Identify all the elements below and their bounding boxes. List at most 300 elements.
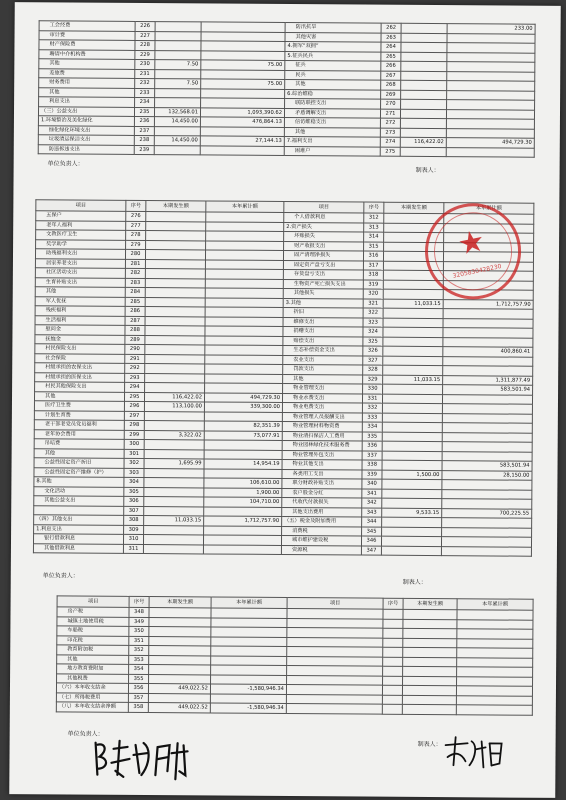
s3-right-cell xyxy=(403,628,457,638)
s1-right-cell xyxy=(400,128,446,138)
s1-left-cell: 7.50 xyxy=(155,60,201,70)
s3-left-cell xyxy=(211,627,287,637)
s2-left-cell: 299 xyxy=(124,430,144,440)
s2-left-cell: 286 xyxy=(125,306,145,316)
s2-right-cell xyxy=(383,318,443,328)
s3-right-cell xyxy=(457,610,533,620)
s2-right-cell xyxy=(383,337,443,347)
s1-left-cell xyxy=(200,126,284,136)
s2-left-cell: 村级承担的医保支出 xyxy=(35,372,125,382)
s2-left-cell: 494,729.30 xyxy=(204,392,282,402)
s3-right-cell xyxy=(403,666,457,676)
s1-right-cell: 263 xyxy=(381,33,401,43)
s2-right-cell xyxy=(441,546,531,556)
s3-right-cell xyxy=(457,629,533,639)
col-header-cumulative: 本年累计额 xyxy=(206,201,284,213)
s2-right-cell: 316 xyxy=(363,251,383,261)
s1-left-cell: 垃圾清运保洁支出 xyxy=(38,135,134,145)
s2-left-cell xyxy=(205,307,283,317)
s3-right-cell xyxy=(456,686,532,696)
s2-left-cell xyxy=(205,383,283,393)
s3-left-cell: 356 xyxy=(128,683,148,693)
s1-left-cell: 237 xyxy=(134,126,154,136)
s1-left-cell xyxy=(200,145,284,155)
s1-left-cell xyxy=(155,88,201,98)
s3-right-cell xyxy=(456,695,532,705)
s1-right-cell: 275 xyxy=(380,147,400,157)
s2-left-cell xyxy=(205,373,283,383)
s2-right-cell xyxy=(382,403,442,413)
s3-left-cell: 印花税 xyxy=(57,635,129,645)
s2-left-cell: 277 xyxy=(126,221,146,231)
s1-left-cell xyxy=(155,41,201,51)
s2-left-cell xyxy=(144,449,204,459)
s1-left-cell: 239 xyxy=(134,145,154,155)
s3-left-cell: （六）本年收支结余 xyxy=(56,683,128,693)
tax-col-header-cumulative: 本年累计额 xyxy=(211,597,287,609)
s2-right-cell: 700,225.55 xyxy=(442,508,532,518)
leader-label-1: 单位负责人： xyxy=(47,160,84,168)
s3-left-cell xyxy=(148,693,210,703)
s3-right-cell xyxy=(402,685,456,695)
s2-right-cell: 326 xyxy=(363,346,383,356)
s3-right-cell xyxy=(383,666,403,676)
s1-right-cell xyxy=(447,90,535,100)
s2-right-cell: 农户股金分红 xyxy=(282,488,362,498)
s1-right-cell: 6.综治维稳 xyxy=(285,89,381,99)
s1-left-cell: 234 xyxy=(135,97,155,107)
s1-left-cell: 1,093,390.62 xyxy=(200,107,284,117)
s2-left-cell: 其他 xyxy=(34,391,124,401)
s1-left-cell: 476,864.13 xyxy=(200,117,284,127)
s3-right-cell xyxy=(383,657,403,667)
s2-right-cell: 物业管理人员报酬支出 xyxy=(282,412,362,422)
s2-left-cell: 1.利息支出 xyxy=(34,524,124,534)
s1-left-cell xyxy=(154,126,200,136)
s3-left-cell: 348 xyxy=(129,607,149,617)
s2-left-cell xyxy=(145,383,205,393)
s2-right-cell xyxy=(382,441,442,451)
table-row xyxy=(56,702,532,715)
s3-left-cell xyxy=(149,636,211,646)
s1-left-cell: 27,144.13 xyxy=(200,136,284,146)
s2-left-cell: 302 xyxy=(124,458,144,468)
s1-left-cell xyxy=(155,98,201,108)
s2-right-cell: 11,033.15 xyxy=(383,299,443,309)
s3-left-cell xyxy=(149,608,211,618)
s3-right-cell xyxy=(457,638,533,648)
s1-left-cell: 75.00 xyxy=(201,79,285,89)
s1-left-cell: 其他 xyxy=(39,59,135,69)
s1-left-cell: 工会经费 xyxy=(39,21,135,31)
s2-left-cell: 285 xyxy=(125,297,145,307)
s3-right-cell xyxy=(457,676,533,686)
s2-right-cell: 其他支出费用 xyxy=(282,507,362,517)
s2-right-cell xyxy=(383,289,443,299)
s1-left-cell xyxy=(155,69,201,79)
s2-left-cell: 304 xyxy=(124,477,144,487)
s2-left-cell xyxy=(205,297,283,307)
s2-left-cell xyxy=(205,345,283,355)
s2-left-cell xyxy=(145,288,205,298)
s2-right-cell: 财产收报支出 xyxy=(284,241,364,251)
s1-left-cell: 防违拆违支出 xyxy=(38,144,134,154)
s2-left-cell: 106,610.00 xyxy=(204,478,282,488)
s2-left-cell xyxy=(206,212,284,222)
s1-left-cell: 232 xyxy=(135,78,155,88)
s1-left-cell xyxy=(155,31,201,41)
tax-col-header-item: 项目 xyxy=(57,596,129,608)
s2-left-cell: 279 xyxy=(126,240,146,250)
s2-left-cell: 其他借款利息 xyxy=(33,543,123,553)
s2-left-cell: 1,712,757.90 xyxy=(204,516,282,526)
s2-right-cell xyxy=(383,308,443,318)
s1-right-cell: 其他 xyxy=(285,79,381,89)
s2-left-cell: 11,033.15 xyxy=(144,516,204,526)
s2-right-cell xyxy=(382,527,442,537)
s2-left-cell: 老年协会费用 xyxy=(34,429,124,439)
s2-left-cell: 309 xyxy=(124,525,144,535)
s2-right-cell xyxy=(382,498,442,508)
s3-left-cell: 城镇土地使用税 xyxy=(57,616,129,626)
col-header-seq: 序号 xyxy=(126,200,146,211)
s1-right-cell: 266 xyxy=(381,61,401,71)
s3-right-cell xyxy=(456,705,532,715)
s1-left-cell xyxy=(155,50,201,60)
s1-left-cell: 226 xyxy=(135,21,155,31)
s2-right-cell: （五）税金及附加费用 xyxy=(282,516,362,526)
s2-right-cell: 9,533.15 xyxy=(382,508,442,518)
s3-right-cell xyxy=(403,647,457,657)
s2-right-cell: 347 xyxy=(361,546,381,556)
s2-right-cell: 物业电费支出 xyxy=(282,402,362,412)
s2-left-cell: 297 xyxy=(124,411,144,421)
s2-right-cell: 物业管理外包支出 xyxy=(282,450,362,460)
s1-right-cell: 5.征兵民兵 xyxy=(285,51,381,61)
s2-right-cell xyxy=(382,517,442,527)
s1-right-cell xyxy=(447,81,535,91)
s2-left-cell: 3,322.02 xyxy=(144,430,204,440)
s1-right-cell: 困难户 xyxy=(284,146,380,156)
s2-left-cell: 其他公益支出 xyxy=(34,496,124,506)
s2-left-cell: 村级承担的农保支出 xyxy=(35,363,125,373)
tax-table xyxy=(56,595,534,715)
col-header-cumulative-right: 本年累计额 xyxy=(444,203,534,215)
s2-right-cell xyxy=(382,451,442,461)
s2-right-cell xyxy=(381,546,441,556)
s2-right-cell: 农业支出 xyxy=(283,355,363,365)
s1-right-cell: 270 xyxy=(381,99,401,109)
s2-left-cell: 291 xyxy=(125,354,145,364)
s1-left-cell: 财务费用 xyxy=(39,78,135,88)
s2-right-cell: 11,033.15 xyxy=(383,375,443,385)
s2-left-cell: 计划生育费 xyxy=(34,410,124,420)
s2-right-cell xyxy=(381,536,441,546)
s1-right-cell xyxy=(446,128,534,138)
s1-right-cell xyxy=(400,118,446,128)
s2-right-cell: 339 xyxy=(362,470,382,480)
s2-left-cell: 283 xyxy=(125,278,145,288)
s2-left-cell: 银行借款利息 xyxy=(33,534,123,544)
s2-right-cell xyxy=(383,365,443,375)
s2-right-cell: 罚款支出 xyxy=(283,364,363,374)
s2-right-cell: 其他 xyxy=(283,374,363,384)
s1-left-cell: 227 xyxy=(135,31,155,41)
s1-left-cell: 7.50 xyxy=(155,79,201,89)
s1-right-cell: 4.拥军“双拥” xyxy=(285,41,381,51)
s2-left-cell xyxy=(206,231,284,241)
s2-left-cell: 1,900.00 xyxy=(204,487,282,497)
s1-right-cell: 联防联控支出 xyxy=(285,98,381,108)
s2-left-cell xyxy=(146,221,206,231)
s3-left-cell: 350 xyxy=(129,626,149,636)
s1-right-cell: 信访维稳支出 xyxy=(284,117,380,127)
s1-left-cell: 14,450.00 xyxy=(154,136,200,146)
s3-right-cell xyxy=(383,676,403,686)
s2-right-cell: 物业园林绿化技术服务费 xyxy=(282,440,362,450)
s2-left-cell: 287 xyxy=(125,316,145,326)
s3-left-cell xyxy=(149,665,211,675)
s2-left-cell: 116,422.02 xyxy=(144,392,204,402)
s2-left-cell: 居家养老支出 xyxy=(35,258,125,268)
s1-right-cell xyxy=(401,71,447,81)
s2-left-cell xyxy=(145,269,205,279)
s2-left-cell xyxy=(145,373,205,383)
s1-right-cell xyxy=(401,52,447,62)
s1-left-cell: 230 xyxy=(135,59,155,69)
s2-left-cell: 14,954.19 xyxy=(204,459,282,469)
s2-right-cell: 313 xyxy=(364,223,384,233)
s1-left-cell: 聘请中介机构费 xyxy=(39,49,135,59)
s1-left-cell: 1.环境整治及美化绿化 xyxy=(38,116,134,126)
tax-col-header-current: 本期发生额 xyxy=(149,597,211,608)
s2-right-cell: 28,150.00 xyxy=(442,470,532,480)
s2-left-cell xyxy=(144,478,204,488)
s3-right-cell xyxy=(383,628,403,638)
s3-left-cell: 351 xyxy=(129,636,149,646)
leader-label-3: 单位负责人： xyxy=(67,730,104,738)
s2-right-cell: 346 xyxy=(361,536,381,546)
s2-left-cell xyxy=(205,259,283,269)
s2-right-cell: 生物资产死亡损失支出 xyxy=(283,279,363,289)
s3-left-cell: （七）所得税费用 xyxy=(56,692,128,702)
s2-left-cell xyxy=(204,525,282,535)
s2-right-cell: 329 xyxy=(363,375,383,385)
s2-right-cell: 328 xyxy=(363,365,383,375)
preparer-label-2: 制表人： xyxy=(402,578,427,586)
s2-right-cell: 坏账损失 xyxy=(284,231,364,241)
s2-right-cell: 327 xyxy=(363,356,383,366)
s3-left-cell: 449,022.52 xyxy=(148,703,210,713)
s2-right-cell xyxy=(382,460,442,470)
s2-right-cell: 维修支出 xyxy=(283,317,363,327)
s1-right-cell xyxy=(401,23,447,33)
s2-right-cell: 各类用工支出 xyxy=(282,469,362,479)
s3-left-cell xyxy=(211,674,287,684)
s1-right-cell: 271 xyxy=(380,109,400,119)
s2-left-cell xyxy=(206,221,284,231)
s2-left-cell xyxy=(204,449,282,459)
s3-right-cell xyxy=(403,657,457,667)
preparer-label-3: 制表人： xyxy=(417,740,442,749)
s1-left-cell: 132,568.01 xyxy=(154,107,200,117)
s1-right-cell: 269 xyxy=(381,90,401,100)
s1-left-cell: 利息支出 xyxy=(39,97,135,107)
s3-left-cell xyxy=(149,655,211,665)
s1-right-cell: 征兵 xyxy=(285,60,381,70)
s1-left-cell: 差旅费 xyxy=(39,68,135,78)
s2-right-cell: 代收代付款损失 xyxy=(282,497,362,507)
s2-right-cell: 344 xyxy=(362,517,382,527)
s2-right-cell: 335 xyxy=(362,432,382,442)
s3-left-cell xyxy=(149,617,211,627)
s3-left-cell: 354 xyxy=(129,664,149,674)
s1-right-cell xyxy=(401,80,447,90)
s2-right-cell: 332 xyxy=(362,403,382,413)
s1-left-cell: 75.00 xyxy=(201,60,285,70)
s3-left-cell xyxy=(211,608,287,618)
s2-right-cell: 330 xyxy=(363,384,383,394)
s3-left-cell xyxy=(211,617,287,627)
s2-right-cell: 物业管理支出 xyxy=(283,383,363,393)
s2-left-cell: 303 xyxy=(124,468,144,478)
s1-right-cell xyxy=(401,90,447,100)
s2-left-cell: 公益性固定资产折旧 xyxy=(34,458,124,468)
s3-right-cell xyxy=(403,676,457,686)
s3-left-cell xyxy=(210,693,286,703)
s2-left-cell: 助残福利支出 xyxy=(35,249,125,259)
s3-left-cell: 房产税 xyxy=(57,607,129,617)
s1-left-cell: 233 xyxy=(135,88,155,98)
s2-right-cell: 336 xyxy=(362,441,382,451)
s3-right-cell xyxy=(403,619,457,629)
s2-right-cell: 1,500.00 xyxy=(382,470,442,480)
s1-right-cell: 264 xyxy=(381,42,401,52)
s3-left-cell: 349 xyxy=(129,617,149,627)
s3-right-cell xyxy=(457,657,533,667)
s1-right-cell: 268 xyxy=(381,80,401,90)
s1-right-cell: 民兵 xyxy=(285,70,381,80)
s1-right-cell xyxy=(401,99,447,109)
s2-right-cell xyxy=(382,413,442,423)
s2-right-cell: 固产清理净损失 xyxy=(283,250,363,260)
s2-right-cell: 1,311,877.49 xyxy=(443,375,533,385)
s2-left-cell: 抚恤金 xyxy=(35,334,125,344)
s2-right-cell: 折旧 xyxy=(283,307,363,317)
s2-right-cell: 325 xyxy=(363,337,383,347)
s2-left-cell xyxy=(204,411,282,421)
preparer-signature xyxy=(441,735,505,771)
s2-left-cell xyxy=(203,544,281,554)
s2-left-cell: 1,695.99 xyxy=(144,459,204,469)
s1-right-cell: 494,729.30 xyxy=(446,138,534,148)
s2-left-cell xyxy=(145,297,205,307)
s2-left-cell: 113,100.00 xyxy=(144,402,204,412)
s2-left-cell: 奖学助学 xyxy=(36,239,126,249)
s3-right-cell xyxy=(383,619,403,629)
s1-left-cell: 14,450.00 xyxy=(154,117,200,127)
s1-right-cell: 防汛抗旱 xyxy=(285,22,381,32)
s2-left-cell: 276 xyxy=(126,211,146,221)
s3-right-cell xyxy=(382,685,402,695)
s2-right-cell: 343 xyxy=(362,508,382,518)
s2-left-cell xyxy=(145,278,205,288)
s2-left-cell xyxy=(145,364,205,374)
s3-left-cell: 地方教育费附加 xyxy=(57,664,129,674)
s2-left-cell: 8.其他 xyxy=(34,477,124,487)
s2-left-cell xyxy=(144,411,204,421)
s2-left-cell: 292 xyxy=(125,363,145,373)
s3-right-cell xyxy=(403,609,457,619)
s3-right-cell xyxy=(383,647,403,657)
s1-left-cell xyxy=(201,98,285,108)
s1-right-cell: 265 xyxy=(381,52,401,62)
s2-left-cell xyxy=(205,250,283,260)
s2-left-cell xyxy=(144,497,204,507)
s1-left-cell: 229 xyxy=(135,50,155,60)
s2-left-cell: 73,077.91 xyxy=(204,430,282,440)
s2-left-cell: 残疾福利 xyxy=(35,306,125,316)
s2-left-cell: 298 xyxy=(124,420,144,430)
s3-left-cell: 358 xyxy=(128,702,148,712)
s3-right-cell xyxy=(402,704,456,714)
s2-left-cell: 300 xyxy=(124,439,144,449)
s2-right-cell: 340 xyxy=(362,479,382,489)
s2-left-cell xyxy=(145,259,205,269)
s3-left-cell xyxy=(211,636,287,646)
s2-left-cell xyxy=(144,421,204,431)
s2-left-cell: 289 xyxy=(125,335,145,345)
s3-left-cell xyxy=(149,627,211,637)
s1-right-cell: 267 xyxy=(381,71,401,81)
s2-left-cell xyxy=(144,506,204,516)
s2-left-cell: 慰问金 xyxy=(35,325,125,335)
s2-left-cell: 吊唁费 xyxy=(34,439,124,449)
s2-right-cell: 315 xyxy=(364,242,384,252)
s3-right-cell xyxy=(382,704,402,714)
leader-signature xyxy=(87,735,197,784)
s1-right-cell xyxy=(400,109,446,119)
s1-left-cell xyxy=(201,88,285,98)
s2-left-cell xyxy=(204,468,282,478)
s3-left-cell: 教育附加税 xyxy=(57,645,129,655)
s2-right-cell: 个人借款利息 xyxy=(284,212,364,222)
s1-left-cell xyxy=(201,41,285,51)
s1-left-cell xyxy=(154,145,200,155)
s2-left-cell xyxy=(145,354,205,364)
s2-right-cell: 333 xyxy=(362,413,382,423)
s3-left-cell: 449,022.52 xyxy=(148,684,210,694)
s1-left-cell: 其他 xyxy=(39,87,135,97)
s1-left-cell: 236 xyxy=(134,116,154,126)
s2-right-cell: 583,501.94 xyxy=(442,461,532,471)
s2-right-cell: 312 xyxy=(364,213,384,223)
s2-right-cell: 338 xyxy=(362,460,382,470)
s1-left-cell: 238 xyxy=(134,135,154,145)
s1-right-cell: 274 xyxy=(380,137,400,147)
s1-right-cell xyxy=(446,109,534,119)
s2-left-cell: 308 xyxy=(124,515,144,525)
s2-right-cell: 捐赠支出 xyxy=(283,326,363,336)
s2-left-cell xyxy=(145,307,205,317)
col-header-seq-right: 序号 xyxy=(364,202,384,213)
s2-right-cell: 3.其他 xyxy=(283,298,363,308)
s3-right-cell xyxy=(383,638,403,648)
s1-right-cell xyxy=(446,119,534,129)
s2-left-cell xyxy=(144,525,204,535)
s2-right-cell xyxy=(383,356,443,366)
s2-left-cell xyxy=(144,468,204,478)
